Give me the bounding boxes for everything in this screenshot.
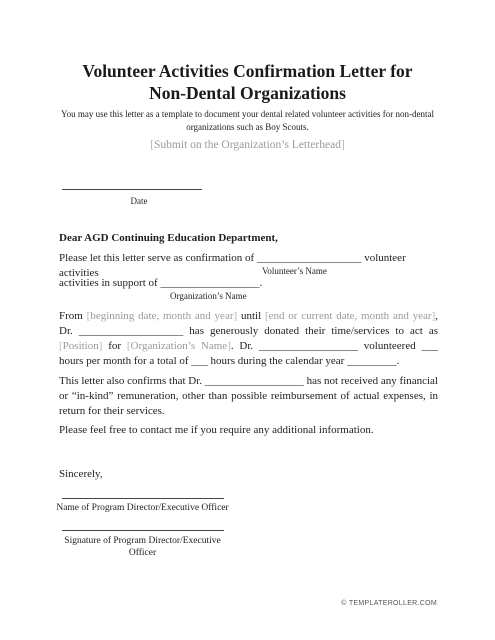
instructions-line-2: organizations such as Boy Scouts.	[186, 122, 309, 132]
position-placeholder: Position	[62, 340, 99, 352]
open-bracket: [	[86, 310, 91, 322]
date-label: Date	[130, 196, 148, 206]
volunteer-name-blank: ___________________	[256, 252, 362, 264]
program-director-signature-label	[55, 535, 230, 559]
volunteer-name-label: Volunteer’s Name	[262, 266, 327, 276]
open-bracket: [	[59, 340, 63, 352]
open-bracket: [	[150, 139, 155, 151]
program-director-name-line	[62, 497, 224, 499]
instructions-line-1: You may use this letter as a template to document your dental related volunteer activities for non-dental	[61, 109, 434, 119]
text-segment: .	[259, 277, 263, 289]
organization-name-blank: __________________	[160, 277, 260, 289]
footer-copyright: © TEMPLATEROLLER.COM	[341, 600, 437, 607]
organization-name-label: Organization’s Name	[170, 291, 247, 301]
dentist-name-blank-3: __________________	[204, 375, 304, 387]
text-segment: . Dr.	[230, 340, 259, 352]
confirmation-line-2	[59, 276, 438, 291]
text-segment: until	[237, 310, 265, 322]
open-bracket: [	[126, 340, 131, 352]
text-segment: volunteer activities	[59, 252, 406, 279]
end-date-placeholder: end or current date, month and year	[268, 310, 432, 322]
text-segment: has generously donated their time/services to act as	[183, 325, 438, 337]
open-bracket: [	[264, 310, 269, 322]
signature-label-line-2: Officer	[128, 548, 157, 558]
close-bracket: ]	[227, 340, 231, 352]
close-bracket: ]	[233, 310, 238, 322]
text-segment: Please let this letter serve as confirmation of	[59, 252, 257, 264]
letterhead-placeholder	[40, 139, 455, 151]
text-segment: volunteered	[357, 340, 422, 352]
dentist-name-blank: ___________________	[78, 325, 184, 337]
text-segment: for	[102, 340, 127, 352]
text-segment: , Dr.	[59, 310, 438, 337]
text-segment: .	[396, 355, 400, 367]
text-segment: This letter also confirms that Dr.	[59, 375, 205, 387]
close-bracket: ]	[340, 139, 345, 151]
dentist-name-blank-2: __________________	[258, 340, 358, 352]
organization-placeholder: Organization’s Name	[130, 340, 228, 352]
date-signature-line	[62, 181, 202, 190]
closing: Sincerely,	[59, 468, 103, 480]
letterhead-text: Submit on the Organization’s Letterhead	[154, 139, 341, 151]
hours-per-month-blank: ___	[421, 340, 439, 352]
contact-paragraph: Please feel free to contact me if you require any additional information.	[59, 424, 374, 436]
calendar-year-blank: _________	[347, 355, 397, 367]
title-line-2: Non-Dental Organizations	[149, 83, 346, 103]
instructions	[55, 108, 440, 134]
salutation: Dear AGD Continuing Education Department,	[59, 232, 278, 244]
text-segment: has not received any financial or “in-kind” remuneration, other than possible reimbursement of actual expenses, in return for their services.	[59, 375, 438, 417]
remuneration-paragraph	[59, 374, 438, 419]
begin-date-placeholder: beginning date, month and year	[90, 310, 234, 322]
text-segment: hours during the calendar year	[207, 355, 348, 367]
program-director-signature-line	[62, 529, 224, 531]
title-line-1: Volunteer Activities Confirmation Letter for	[82, 61, 413, 81]
text-segment: for a total of	[133, 355, 192, 367]
service-paragraph	[59, 309, 438, 369]
close-bracket: ]	[431, 310, 436, 322]
close-bracket: ]	[98, 340, 103, 352]
signature-label-line-1: Signature of Program Director/Executive	[64, 536, 221, 546]
text-segment: From	[59, 310, 87, 322]
text-segment: activities in support of	[59, 277, 161, 289]
total-hours-blank: ___	[191, 355, 208, 367]
letter-title	[40, 60, 455, 104]
program-director-name-label: Name of Program Director/Executive Officer	[56, 503, 229, 513]
text-segment: hours per month	[59, 355, 132, 367]
